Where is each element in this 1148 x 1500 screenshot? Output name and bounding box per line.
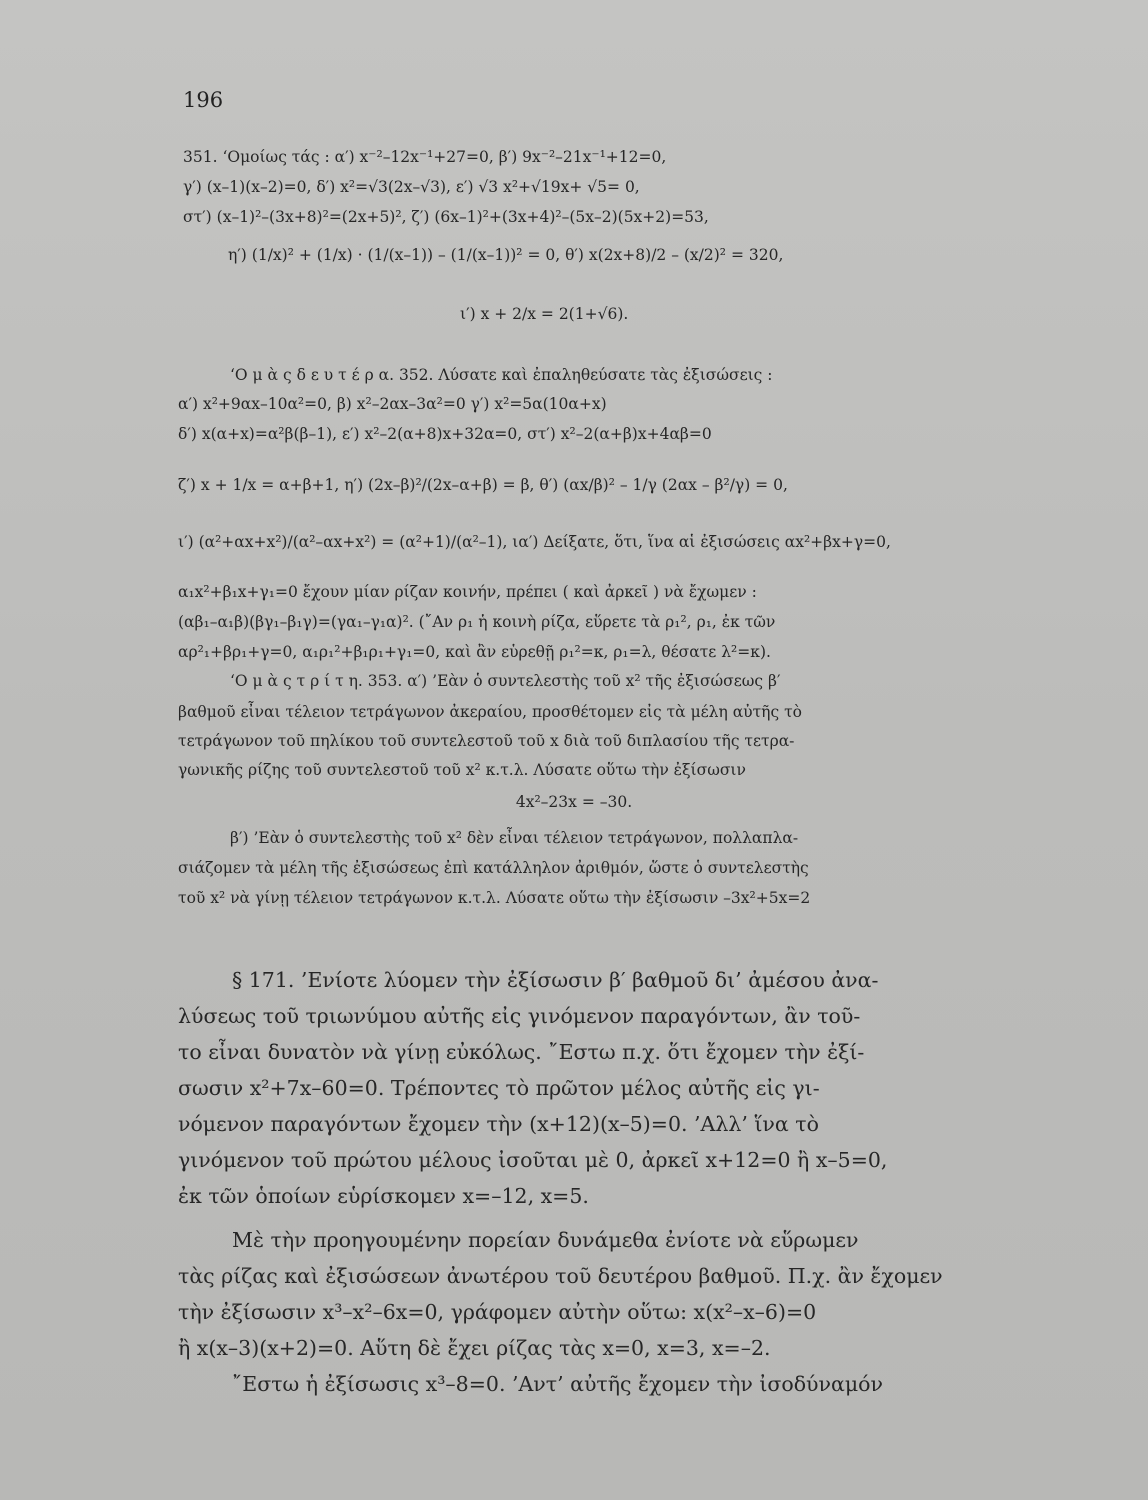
ex351-line-3: στ′) (x–1)²–(3x+8)²=(2x+5)², ζ′) (6x–1)²+(3x+4)²–(5x–2)(5x+2)=53, bbox=[183, 208, 709, 226]
ex353-line-7: σιάζομεν τὰ μέλη τῆς ἐξισώσεως ἐπὶ κατάλληλον ἀριθμόν, ὥστε ὁ συντελεστὴς bbox=[178, 859, 809, 877]
page-number: 196 bbox=[183, 88, 224, 112]
sec171-line-7: ἐκ τῶν ὁποίων εὑρίσκομεν x=–12, x=5. bbox=[178, 1184, 589, 1208]
ex353-line-8: τοῦ x² νὰ γίνῃ τέλειον τετράγωνον κ.τ.λ. Λύσατε οὕτω τὴν ἐξίσωσιν –3x²+5x=2 bbox=[178, 889, 811, 907]
sec171-line-11: ἢ x(x–3)(x+2)=0. Αὕτη δὲ ἔχει ρίζας τὰς x=0, x=3, x=–2. bbox=[178, 1336, 771, 1360]
sec171-line-2: λύσεως τοῦ τριωνύμου αὐτῆς εἰς γινόμενον παραγόντων, ἂν τοῦ- bbox=[178, 1004, 861, 1028]
ex353-line-6: β′) ’Εὰν ὁ συντελεστὴς τοῦ x² δὲν εἶναι τέλειον τετράγωνον, πολλαπλα- bbox=[230, 829, 799, 847]
ex352-line-7: (αβ₁–α₁β)(βγ₁–β₁γ)=(γα₁–γ₁α)². (῎Αν ρ₁ ἡ κοινὴ ρίζα, εὕρετε τὰ ρ₁², ρ₁, ἐκ τῶν bbox=[178, 613, 776, 631]
ex353-line-4: γωνικῆς ρίζης τοῦ συντελεστοῦ τοῦ x² κ.τ.λ. Λύσατε οὕτω τὴν ἐξίσωσιν bbox=[178, 761, 746, 779]
sec171-line-3: το εἶναι δυνατὸν νὰ γίνῃ εὐκόλως. ῎Εστω π.χ. ὅτι ἔχομεν τὴν ἐξί- bbox=[178, 1040, 865, 1064]
ex353-equation: 4x²–23x = –30. bbox=[515, 793, 633, 811]
ex352-line-4: ζ′) x + 1/x = α+β+1, η′) (2x–β)²/(2x–α+β) = β, θ′) (αx/β)² – 1/γ (2αx – β²/γ) = 0, bbox=[178, 476, 788, 494]
ex353-line-3: τετράγωνον τοῦ πηλίκου τοῦ συντελεστοῦ τοῦ x διὰ τοῦ διπλασίου τῆς τετρα- bbox=[178, 732, 795, 750]
ex352-line-5: ι′) (α²+αx+x²)/(α²–αx+x²) = (α²+1)/(α²–1), ια′) Δείξατε, ὅτι, ἵνα αἱ ἐξισώσεις αx²+βx+γ=0, bbox=[178, 533, 891, 551]
ex351-line-5: ι′) x + 2/x = 2(1+√6). bbox=[460, 305, 629, 323]
ex352-line-6: α₁x²+β₁x+γ₁=0 ἔχουν μίαν ρίζαν κοινήν, πρέπει ( καὶ ἀρκεῖ ) νὰ ἔχωμεν : bbox=[178, 583, 757, 601]
sec171-line-5: νόμενον παραγόντων ἔχομεν τὴν (x+12)(x–5)=0. ’Αλλ’ ἵνα τὸ bbox=[178, 1112, 819, 1136]
sec171-line-10: τὴν ἐξίσωσιν x³–x²–6x=0, γράφομεν αὐτὴν οὕτω: x(x²–x–6)=0 bbox=[178, 1300, 817, 1324]
sec171-line-9: τὰς ρίζας καὶ ἐξισώσεων ἀνωτέρου τοῦ δευτέρου βαθμοῦ. Π.χ. ἂν ἔχομεν bbox=[178, 1264, 943, 1288]
ex351-line-2: γ′) (x–1)(x–2)=0, δ′) x²=√3(2x–√3), ε′) √3 x²+√19x+ √5= 0, bbox=[183, 178, 640, 196]
sec171-line-6: γινόμενον τοῦ πρώτου μέλους ἰσοῦται μὲ 0, ἀρκεῖ x+12=0 ἢ x–5=0, bbox=[178, 1148, 888, 1172]
ex352-line-1: ‘Ο μ ὰ ς δ ε υ τ έ ρ α. 352. Λύσατε καὶ ἐπαληθεύσατε τὰς ἐξισώσεις : bbox=[230, 366, 773, 384]
ex353-line-2: βαθμοῦ εἶναι τέλειον τετράγωνον ἀκεραίου, προσθέτομεν εἰς τὰ μέλη αὐτῆς τὸ bbox=[178, 703, 802, 721]
ex353-line-1: ‘Ο μ ὰ ς τ ρ ί τ η. 353. α′) ’Εὰν ὁ συντελεστὴς τοῦ x² τῆς ἐξισώσεως β′ bbox=[230, 672, 781, 690]
ex351-line-4: η′) (1/x)² + (1/x) · (1/(x–1)) – (1/(x–1))² = 0, θ′) x(2x+8)/2 – (x/2)² = 320, bbox=[228, 246, 784, 264]
sec171-line-4: σωσιν x²+7x–60=0. Τρέποντες τὸ πρῶτον μέλος αὐτῆς εἰς γι- bbox=[178, 1076, 820, 1100]
sec171-line-12: ῎Εστω ἡ ἐξίσωσις x³–8=0. ’Αντ’ αὐτῆς ἔχομεν τὴν ἰσοδύναμόν bbox=[232, 1372, 883, 1396]
ex352-line-3: δ′) x(α+x)=α²β(β–1), ε′) x²–2(α+8)x+32α=0, στ′) x²–2(α+β)x+4αβ=0 bbox=[178, 425, 712, 443]
ex352-line-8: αρ²₁+βρ₁+γ=0, α₁ρ₁²+β₁ρ₁+γ₁=0, καὶ ἂν εὑρεθῇ ρ₁²=κ, ρ₁=λ, θέσατε λ²=κ). bbox=[178, 643, 771, 661]
sec171-line-8: Μὲ τὴν προηγουμένην πορείαν δυνάμεθα ἐνίοτε νὰ εὕρωμεν bbox=[232, 1228, 859, 1252]
sec171-line-1: § 171. ’Ενίοτε λύομεν τὴν ἐξίσωσιν β′ βαθμοῦ δι’ ἀμέσου ἀνα- bbox=[232, 968, 879, 992]
ex351-line-1: 351. ‘Ομοίως τάς : α′) x⁻²–12x⁻¹+27=0, β′) 9x⁻²–21x⁻¹+12=0, bbox=[183, 148, 667, 166]
ex352-line-2: α′) x²+9αx–10α²=0, β) x²–2αx–3α²=0 γ′) x²=5α(10α+x) bbox=[178, 395, 607, 413]
